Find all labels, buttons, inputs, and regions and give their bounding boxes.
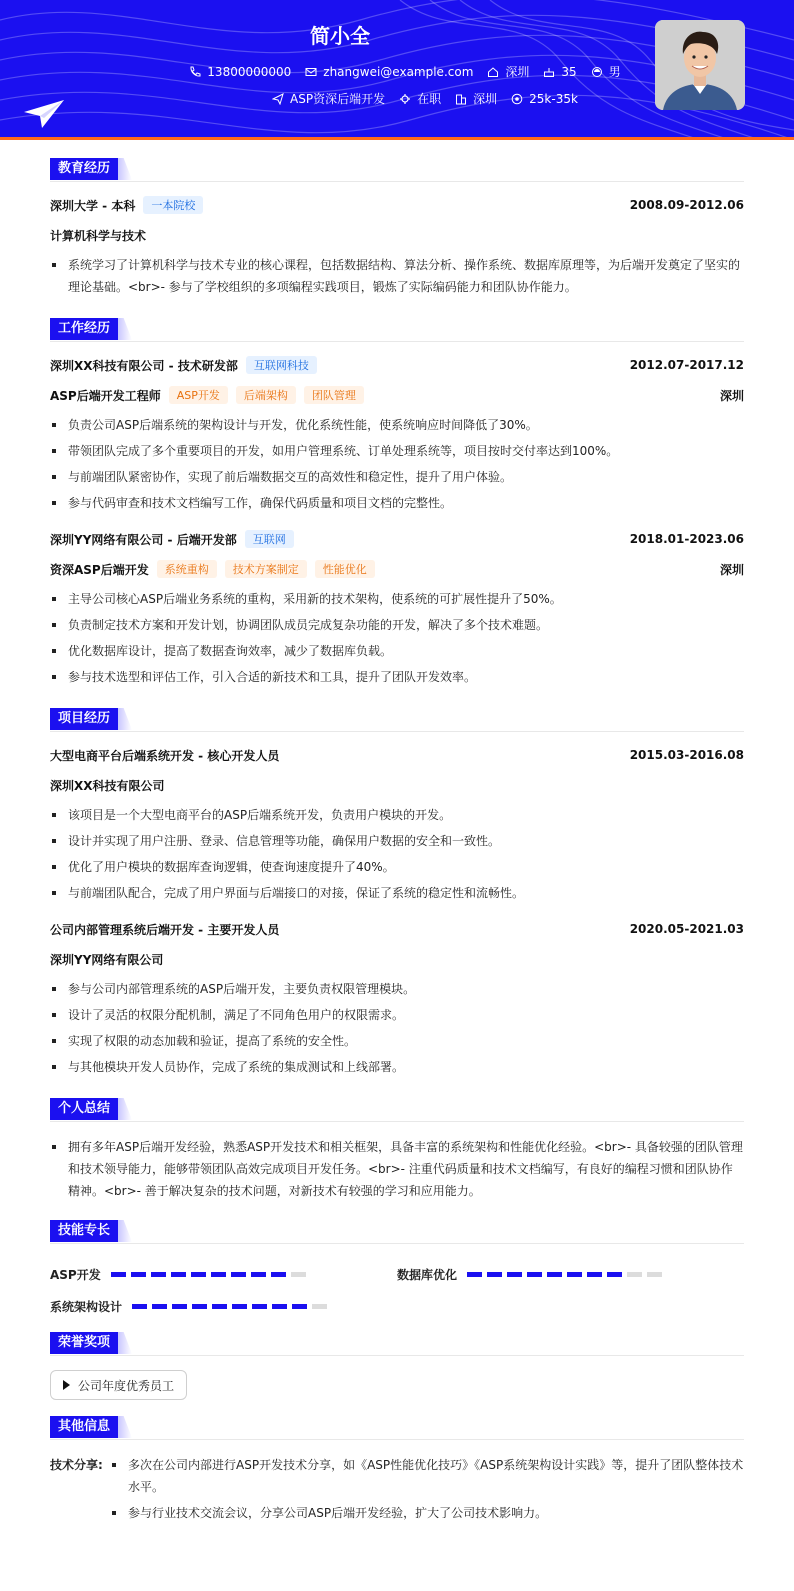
target-city-info xyxy=(455,90,497,107)
list-item: 参与技术选型和评估工作，引入合适的新技术和工具，提升了团队开发效率。 xyxy=(50,666,744,688)
status-info xyxy=(399,90,441,107)
section-title xyxy=(50,1416,744,1440)
section-title xyxy=(50,318,744,342)
skill-level-segment xyxy=(467,1272,482,1277)
project-name: 大型电商平台后端系统开发 - 核心开发人员 xyxy=(50,748,280,763)
project-company-row xyxy=(50,950,744,968)
position-name: 资深ASP后端开发 xyxy=(50,562,149,577)
skill-level-segment xyxy=(271,1272,286,1277)
project-header xyxy=(50,746,744,764)
skill-level-segment xyxy=(212,1304,227,1309)
target-job-text: ASP资深后端开发 xyxy=(290,92,386,106)
project-entry xyxy=(50,920,744,1078)
skill-level-segment xyxy=(547,1272,562,1277)
skill-level-segment xyxy=(231,1272,246,1277)
project-date: 2020.05-2021.03 xyxy=(629,922,744,936)
skill-level-segment xyxy=(251,1272,266,1277)
skill-level-segment xyxy=(272,1304,287,1309)
skill-tag: 系统重构 xyxy=(157,560,217,578)
skill-level xyxy=(467,1272,662,1277)
honors-title: 荣誉奖项 xyxy=(50,1332,118,1354)
section-title xyxy=(50,1220,744,1244)
position-name: ASP后端开发工程师 xyxy=(50,388,161,403)
job-entry xyxy=(50,530,744,688)
summary-section xyxy=(50,1098,744,1202)
projects-title: 项目经历 xyxy=(50,708,118,730)
summary-list xyxy=(50,1136,744,1202)
list-item: 参与代码审查和技术文档编写工作，确保代码质量和项目文档的完整性。 xyxy=(50,492,744,514)
skill-name: 数据库优化 xyxy=(397,1267,458,1282)
project-details xyxy=(50,804,744,904)
skill-level-segment xyxy=(312,1304,327,1309)
skill-level-segment xyxy=(291,1272,306,1277)
education-section xyxy=(50,158,744,298)
skills-grid xyxy=(50,1258,744,1322)
skill-item xyxy=(50,1290,397,1322)
contact-row xyxy=(0,63,680,80)
send-icon xyxy=(272,93,284,105)
job-duties xyxy=(50,588,744,688)
phone-icon xyxy=(189,66,201,78)
skill-level-segment xyxy=(132,1304,147,1309)
skill-name: 系统架构设计 xyxy=(50,1299,123,1314)
skill-level-segment xyxy=(172,1304,187,1309)
job-duties xyxy=(50,414,744,514)
list-item: 与前端团队紧密协作，实现了前后端数据交互的高效性和稳定性，提升了用户体验。 xyxy=(50,466,744,488)
list-item: 多次在公司内部进行ASP开发技术分享，如《ASP性能优化技巧》《ASP系统架构设计实践》等，提升了团队整体技术水平。 xyxy=(110,1454,744,1498)
phone-info xyxy=(189,63,291,80)
skill-level-segment xyxy=(131,1272,146,1277)
position-row xyxy=(50,386,744,404)
job-header xyxy=(50,356,744,374)
work-section xyxy=(50,318,744,688)
skill-level-segment xyxy=(587,1272,602,1277)
list-item: 该项目是一个大型电商平台的ASP后端系统开发，负责用户模块的开发。 xyxy=(50,804,744,826)
industry-badge: 互联网 xyxy=(245,530,294,548)
target-city-text: 深圳 xyxy=(473,92,498,106)
job-header xyxy=(50,530,744,548)
age-text: 35 xyxy=(561,64,577,79)
gender-info xyxy=(591,63,621,80)
section-title xyxy=(50,1332,744,1356)
job-date: 2018.01-2023.06 xyxy=(629,532,744,546)
skill-level-segment xyxy=(232,1304,247,1309)
list-item: 系统学习了计算机科学与技术专业的核心课程，包括数据结构、算法分析、操作系统、数据库原理等，为后端开发奠定了坚实的理论基础。<br>- 参与了学校组织的多项编程实践项目，锻炼了实际编码能力和团队协作能力。 xyxy=(50,254,744,298)
skill-level-segment xyxy=(487,1272,502,1277)
award-name: 公司年度优秀员工 xyxy=(78,1378,175,1393)
job-entry xyxy=(50,356,744,514)
email-info xyxy=(305,63,473,80)
major-name: 计算机科学与技术 xyxy=(50,228,147,243)
location-info xyxy=(487,63,529,80)
project-company: 深圳XX科技有限公司 xyxy=(50,778,165,793)
status-text: 在职 xyxy=(417,92,442,106)
education-header xyxy=(50,196,744,214)
company-name: 深圳XX科技有限公司 - 技术研发部 xyxy=(50,358,238,373)
summary-title: 个人总结 xyxy=(50,1098,118,1120)
other-title: 其他信息 xyxy=(50,1416,118,1438)
skill-level-segment xyxy=(527,1272,542,1277)
avatar-photo xyxy=(655,20,745,110)
location-text: 深圳 xyxy=(505,65,530,79)
skill-level xyxy=(132,1304,327,1309)
job-date: 2012.07-2017.12 xyxy=(629,358,744,372)
skill-name: ASP开发 xyxy=(50,1267,101,1282)
honors-section xyxy=(50,1332,744,1400)
list-item: 与其他模块开发人员协作，完成了系统的集成测试和上线部署。 xyxy=(50,1056,744,1078)
skill-level-segment xyxy=(111,1272,126,1277)
list-item: 与前端团队配合，完成了用户界面与后端接口的对接，保证了系统的稳定性和流畅性。 xyxy=(50,882,744,904)
list-item: 参与公司内部管理系统的ASP后端开发，主要负责权限管理模块。 xyxy=(50,978,744,1000)
resume-body xyxy=(50,158,744,1528)
resume-header xyxy=(0,0,794,140)
list-item: 优化数据库设计，提高了数据查询效率，减少了数据库负载。 xyxy=(50,640,744,662)
section-title xyxy=(50,708,744,732)
salary-icon xyxy=(511,93,523,105)
avatar xyxy=(655,20,745,110)
project-entry xyxy=(50,746,744,904)
status-icon xyxy=(399,93,411,105)
skill-level-segment xyxy=(192,1304,207,1309)
skill-item xyxy=(397,1258,744,1290)
project-details xyxy=(50,978,744,1078)
cake-icon xyxy=(543,66,555,78)
industry-badge: 互联网科技 xyxy=(246,356,317,374)
skill-level-segment xyxy=(567,1272,582,1277)
list-item: 负责制定技术方案和开发计划，协调团队成员完成复杂功能的开发，解决了多个技术难题。 xyxy=(50,614,744,636)
email-icon xyxy=(305,66,317,78)
salary-info xyxy=(511,90,578,107)
skill-item xyxy=(50,1258,397,1290)
project-company: 深圳YY网络有限公司 xyxy=(50,952,164,967)
skills-section xyxy=(50,1220,744,1322)
building-icon xyxy=(455,93,467,105)
skill-level-segment xyxy=(211,1272,226,1277)
list-item: 设计并实现了用户注册、登录、信息管理等功能，确保用户数据的安全和一致性。 xyxy=(50,830,744,852)
list-item: 主导公司核心ASP后端业务系统的重构，采用新的技术架构，使系统的可扩展性提升了50%。 xyxy=(50,588,744,610)
award-item xyxy=(50,1370,187,1400)
skill-level-segment xyxy=(647,1272,662,1277)
email-text: zhangwei@example.com xyxy=(323,64,474,79)
project-name: 公司内部管理系统后端开发 - 主要开发人员 xyxy=(50,922,280,937)
education-desc-list xyxy=(50,254,744,298)
home-icon xyxy=(487,66,499,78)
list-item: 负责公司ASP后端系统的架构设计与开发，优化系统性能，使系统响应时间降低了30%。 xyxy=(50,414,744,436)
skill-level-segment xyxy=(152,1304,167,1309)
list-item: 设计了灵活的权限分配机制，满足了不同角色用户的权限需求。 xyxy=(50,1004,744,1026)
project-header xyxy=(50,920,744,938)
major-row xyxy=(50,226,744,244)
projects-section xyxy=(50,708,744,1078)
gender-text: 男 xyxy=(608,65,621,79)
list-item: 拥有多年ASP后端开发经验，熟悉ASP开发技术和相关框架，具备丰富的系统架构和性能优化经验。<br>- 具备较强的团队管理和技术领导能力，能够带领团队高效完成项目开发任务。<br>- 注重代码质量和技术文档编写，有良好的编程习惯和团队协作精神。<br>- 善于解决复杂的技术问题，对新技术有较强的学习和应用能力。 xyxy=(50,1136,744,1202)
other-label: 技术分享: xyxy=(50,1458,103,1472)
play-icon xyxy=(63,1380,70,1390)
phone-text: 13800000000 xyxy=(207,64,292,79)
salary-text: 25k-35k xyxy=(529,91,578,106)
list-item: 优化了用户模块的数据库查询逻辑，使查询速度提升了40%。 xyxy=(50,856,744,878)
skill-level xyxy=(111,1272,306,1277)
other-list xyxy=(110,1454,744,1528)
skill-level-segment xyxy=(151,1272,166,1277)
section-title xyxy=(50,158,744,182)
skill-tag: 性能优化 xyxy=(315,560,375,578)
education-date: 2008.09-2012.06 xyxy=(629,198,744,212)
list-item: 参与行业技术交流会议，分享公司ASP后端开发经验，扩大了公司技术影响力。 xyxy=(110,1502,744,1524)
other-section xyxy=(50,1416,744,1528)
skill-level-segment xyxy=(191,1272,206,1277)
position-row xyxy=(50,560,744,578)
skill-level-segment xyxy=(292,1304,307,1309)
skill-level-segment xyxy=(252,1304,267,1309)
tech-sharing xyxy=(50,1454,744,1528)
skills-title: 技能专长 xyxy=(50,1220,118,1242)
candidate-name: 简小全 xyxy=(310,24,370,48)
age-info xyxy=(543,63,576,80)
work-title: 工作经历 xyxy=(50,318,118,340)
target-job-info xyxy=(272,90,385,107)
education-title: 教育经历 xyxy=(50,158,118,180)
skill-tag: 团队管理 xyxy=(304,386,364,404)
list-item: 带领团队完成了多个重要项目的开发，如用户管理系统、订单处理系统等，项目按时交付率达到100%。 xyxy=(50,440,744,462)
job-city: 深圳 xyxy=(719,562,744,577)
company-name: 深圳YY网络有限公司 - 后端开发部 xyxy=(50,532,237,547)
skill-tag: 后端架构 xyxy=(236,386,296,404)
skill-tag: ASP开发 xyxy=(169,386,228,404)
school-badge: 一本院校 xyxy=(143,196,203,214)
skill-tag: 技术方案制定 xyxy=(225,560,307,578)
project-company-row xyxy=(50,776,744,794)
header-accent-line xyxy=(0,137,794,140)
skill-level-segment xyxy=(627,1272,642,1277)
job-city: 深圳 xyxy=(719,388,744,403)
job-intent-row xyxy=(0,90,680,107)
school-name: 深圳大学 - 本科 xyxy=(50,198,136,213)
skill-level-segment xyxy=(171,1272,186,1277)
project-date: 2015.03-2016.08 xyxy=(629,748,744,762)
list-item: 实现了权限的动态加载和验证，提高了系统的安全性。 xyxy=(50,1030,744,1052)
skill-level-segment xyxy=(507,1272,522,1277)
section-title xyxy=(50,1098,744,1122)
skill-level-segment xyxy=(607,1272,622,1277)
gender-icon xyxy=(591,66,603,78)
